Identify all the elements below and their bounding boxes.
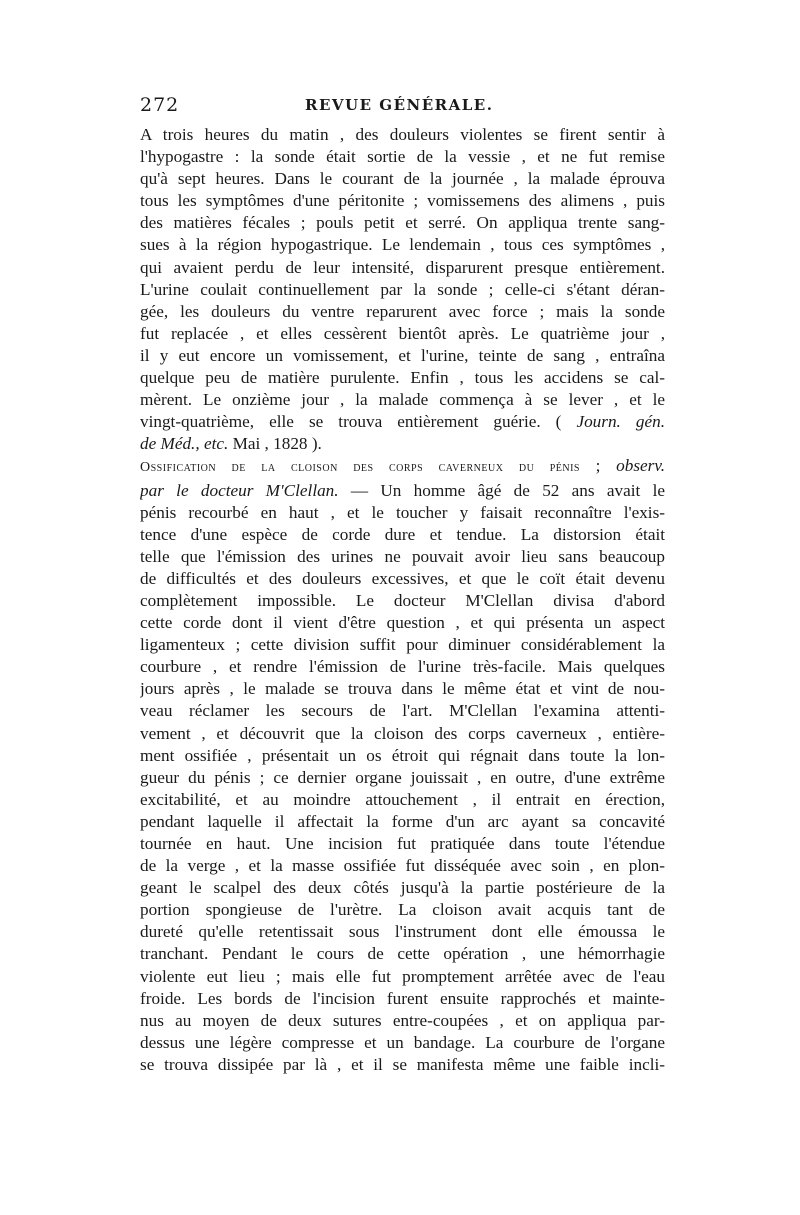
text-run: A trois heures du matin , des douleurs violentes se firent sentir à [140,125,665,144]
section-heading: Ossification de la cloison des corps caverneux du pénis [140,460,580,476]
text-run: portion spongieuse de l'urètre. La cloison avait acquis tant de [140,900,665,920]
text-line [140,789,665,811]
text-run: pendant laquelle il affectait la forme d'un arc ayant sa concavité [140,811,665,831]
text-run: froide. Les bords de l'incision furent ensuite rapprochés et mainte- [140,988,665,1008]
text-line [140,345,665,367]
text-run: de la verge , et la masse ossifiée fut disséquée avec soin , en plon- [140,856,665,876]
text-line [140,323,665,345]
text-line [140,124,665,146]
text-line [140,612,665,634]
text-line [140,855,665,877]
text-line [140,257,665,279]
text-run: geant le scalpel des deux côtés jusqu'à la partie postérieure de la [140,878,665,898]
text-line [140,190,665,212]
text-line [140,811,665,833]
text-line [140,1054,665,1076]
text-line [140,988,665,1010]
text-line [140,301,665,323]
text-run: gueur du pénis ; ce dernier organe jouissait , en outre, d'une extrême [140,767,665,787]
text-run: tournée en haut. Une incision fut pratiquée dans toute l'étendue [140,834,665,853]
text-line [140,480,665,502]
text-run: ligamenteux ; cette division suffit pour diminuer considérablement la [140,635,665,655]
text-line [140,833,665,855]
text-run: des matières fécales ; pouls petit et serré. On appliqua trente sang- [140,213,665,233]
text-run: veau réclamer les secours de l'art. M'Clellan l'examina attenti- [140,701,665,721]
text-run: cette corde dont il vient d'être question , et qui présenta un aspect [140,613,665,633]
text-line [140,524,665,546]
text-line [140,723,665,745]
italic-run: observ. [616,456,665,476]
text-run: qui avaient perdu de leur intensité, disparurent presque entièrement. [140,257,665,277]
text-run: quelque peu de matière purulente. Enfin , tous les accidens se cal- [140,368,665,388]
text-line [140,921,665,943]
text-run: l'hypogastre : la sonde était sortie de la vessie , et ne fut remise [140,147,665,167]
text-run: sues à la région hypogastrique. Le lendemain , tous ces symptômes , [140,235,665,255]
text-line [140,168,665,190]
text-line [140,877,665,899]
text-run: Mai , 1828 ). [228,434,322,454]
text-line [140,634,665,656]
text-run: nus au moyen de deux sutures entre-coupées , et on appliqua par- [140,1010,665,1030]
text-run: telle que l'émission des urines ne pouvait avoir lieu sans beaucoup [140,546,665,566]
text-line [140,700,665,722]
text-line [140,546,665,568]
text-line [140,656,665,678]
text-line [140,433,665,455]
text-line [140,279,665,301]
text-line [140,146,665,168]
text-line [140,943,665,965]
italic-run: Journ. gén. [576,412,665,432]
text-run: ; [579,456,617,476]
text-line [140,568,665,590]
text-run: gée, les douleurs du ventre reparurent avec force ; mais la sonde [140,301,665,321]
text-run: qu'à sept heures. Dans le courant de la journée , la malade éprouva [140,169,665,189]
text-run: ment ossifiée , présentait un os étroit qui régnait dans toute la lon- [140,745,665,765]
text-run: de difficultés et des douleurs excessives, et que le coït était devenu [140,568,665,588]
page-header [140,94,665,120]
text-run: violente eut lieu ; mais elle fut promptement arrêtée avec de l'eau [140,966,665,986]
text-run: — Un homme âgé de 52 ans avait le [338,480,665,500]
text-run: se trouva dissipée par là , et il se manifesta même une faible incli- [140,1054,665,1074]
text-run: excitabilité, et au moindre attouchement , il entrait en érection, [140,789,665,809]
text-line [140,1010,665,1032]
text-run: vingt-quatrième, elle se trouva entièrement guérie. ( [140,412,577,432]
text-run: dureté qu'elle retentissait sous l'instrument dont elle émoussa le [140,922,665,942]
text-line [140,899,665,921]
text-line [140,966,665,988]
text-run: L'urine coulait continuellement par la sonde ; celle-ci s'étant déran- [140,279,665,299]
text-line [140,1032,665,1054]
text-line [140,590,665,612]
text-run: complètement impossible. Le docteur M'Clellan divisa d'abord [140,590,665,610]
text-run: mèrent. Le onzième jour , la malade commença à se lever , et le [140,390,665,410]
body-text [140,124,665,1076]
text-run: vement , et découvrit que la cloison des corps caverneux , entière- [140,723,665,743]
text-line [140,745,665,767]
text-line [140,212,665,234]
text-run: dessus une légère compresse et un bandage. La courbure de l'organe [140,1032,665,1052]
text-run: il y eut encore un vomissement, et l'urine, teinte de sang , entraîna [140,345,665,365]
italic-run: par le docteur M'Clellan. [140,480,339,500]
text-run: fut replacée , et elles cessèrent bientôt après. Le quatrième jour , [140,323,665,343]
text-line [140,389,665,411]
text-run: pénis recourbé en haut , et le toucher y faisait reconnaître l'exis- [140,502,665,522]
page-number: 272 [140,94,180,116]
text-line [140,502,665,524]
text-run: tence d'une espèce de corde dure et tendue. La distorsion était [140,524,665,544]
text-run: jours après , le malade se trouva dans le même état et vint de nou- [140,679,665,699]
italic-run: de Méd., etc. [140,434,229,454]
text-line [140,367,665,389]
text-line [140,234,665,256]
running-head: REVUE GÉNÉRALE. [305,96,494,114]
text-run: tous les symptômes d'une péritonite ; vomissemens des alimens , puis [140,191,665,211]
text-line [140,455,665,479]
text-line [140,678,665,700]
text-run: courbure , et rendre l'émission de l'urine très-facile. Mais quelques [140,657,665,677]
text-line [140,767,665,789]
text-run: tranchant. Pendant le cours de cette opération , une hémorrhagie [140,944,665,964]
text-line [140,411,665,433]
